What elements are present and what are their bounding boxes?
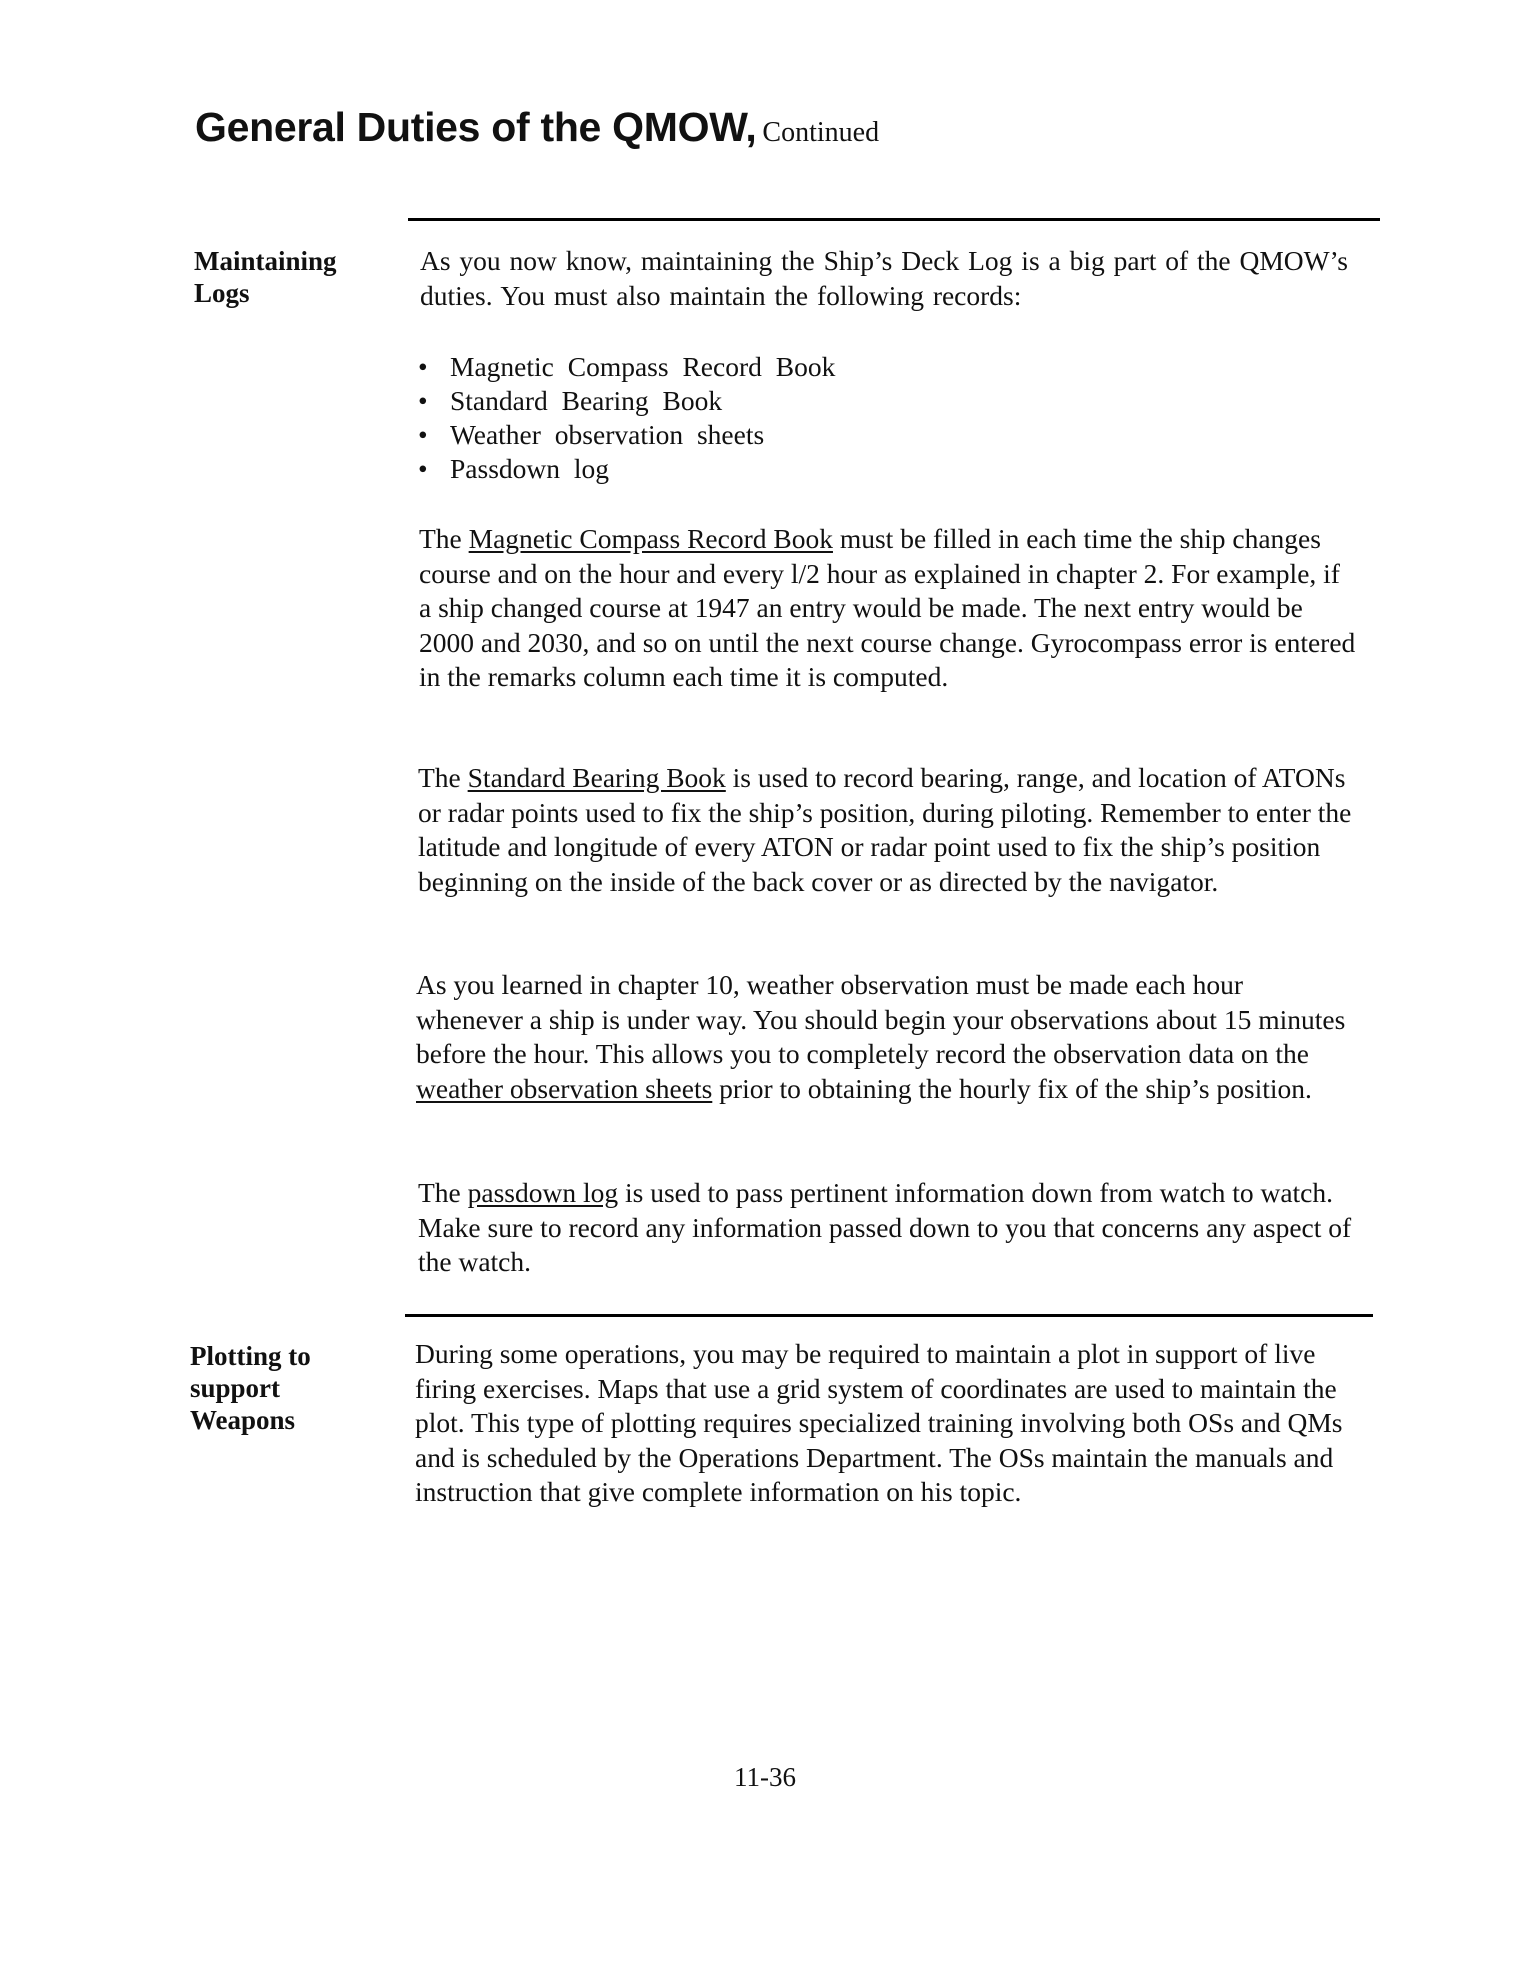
list-item [418, 452, 1358, 486]
list-item [418, 350, 1358, 384]
list-item-text: Passdown log [450, 453, 610, 484]
page-number: 11-36 [734, 1762, 796, 1792]
bullet-icon: • [418, 419, 428, 450]
text: The [418, 762, 468, 793]
list-item [418, 418, 1358, 452]
weather-observation-paragraph [416, 968, 1356, 1106]
bullet-icon: • [418, 453, 428, 484]
section-label-line: Weapons [190, 1405, 296, 1435]
page-title-continued: Continued [762, 117, 880, 148]
list-item-text: Weather observation sheets [450, 419, 765, 450]
section-label-line: support [190, 1373, 281, 1403]
section-label-maintaining-logs [194, 245, 337, 309]
text: The [419, 523, 469, 554]
underlined-term: passdown log [467, 1177, 619, 1208]
page-title-main: General Duties of the QMOW, [195, 104, 757, 150]
section-label-line: Plotting to [190, 1341, 311, 1371]
list-item [418, 384, 1358, 418]
list-item-text: Magnetic Compass Record Book [450, 351, 836, 382]
text: As you learned in chapter 10, weather observation must be made each hour whenever a ship is under way. You should begin your observations about 15 minutes before the hour. This allows you to completely record the observation data on the [416, 969, 1346, 1069]
bullet-icon: • [418, 351, 428, 382]
page-title [195, 104, 879, 151]
magnetic-compass-paragraph [419, 522, 1359, 695]
passdown-log-paragraph [418, 1176, 1358, 1280]
section-label-line: Maintaining [194, 246, 337, 276]
bullet-icon: • [418, 385, 428, 416]
section-label-line: Logs [194, 278, 250, 308]
text: The [418, 1177, 468, 1208]
plotting-paragraph: During some operations, you may be required to maintain a plot in support of live firing exercises. Maps that use a grid system of coordinates are used to maintain the plot. This type of plotting requires specialized training involving both OSs and QMs and is scheduled by the Operations Department. The OSs maintain the manuals and instruction that give complete information on his topic. [415, 1338, 1343, 1507]
section-divider [408, 218, 1380, 221]
standard-bearing-paragraph [418, 761, 1358, 899]
underlined-term: weather observation sheets [416, 1072, 713, 1104]
underlined-term: Standard Bearing Book [467, 762, 726, 793]
records-list [418, 350, 1358, 486]
section-divider [405, 1314, 1373, 1317]
list-item-text: Standard Bearing Book [450, 385, 723, 416]
underlined-term: Magnetic Compass Record Book [468, 523, 833, 554]
text: is used to record bearing, range, and location of ATONs or radar points used to fix the ship’s position, during piloting. Remember to enter the latitude and longitude of every ATON or radar point used to fix the ship’s position beginning on the inside of the back cover or as directed by the navigator. [418, 762, 1352, 897]
text: is used to pass pertinent information down from watch to watch. Make sure to record any information passed down to you that concerns any aspect of the watch. [418, 1177, 1352, 1277]
text: prior to obtaining the hourly fix of the ship’s position. [712, 1072, 1312, 1104]
text: must be filled in each time the ship changes course and on the hour and every l/2 hour as explained in chapter 2. For example, if a ship changed course at 1947 an entry would be made. The next entry would be 2000 and 2030, and so on until the next course change. Gyrocompass error is entered in the remarks column each time it is computed. [419, 523, 1356, 692]
intro-paragraph: As you now know, maintaining the Ship’s Deck Log is a big part of the QMOW’s duties. You must also maintain the following records: [420, 245, 1348, 311]
section-label-plotting-weapons [190, 1340, 311, 1436]
